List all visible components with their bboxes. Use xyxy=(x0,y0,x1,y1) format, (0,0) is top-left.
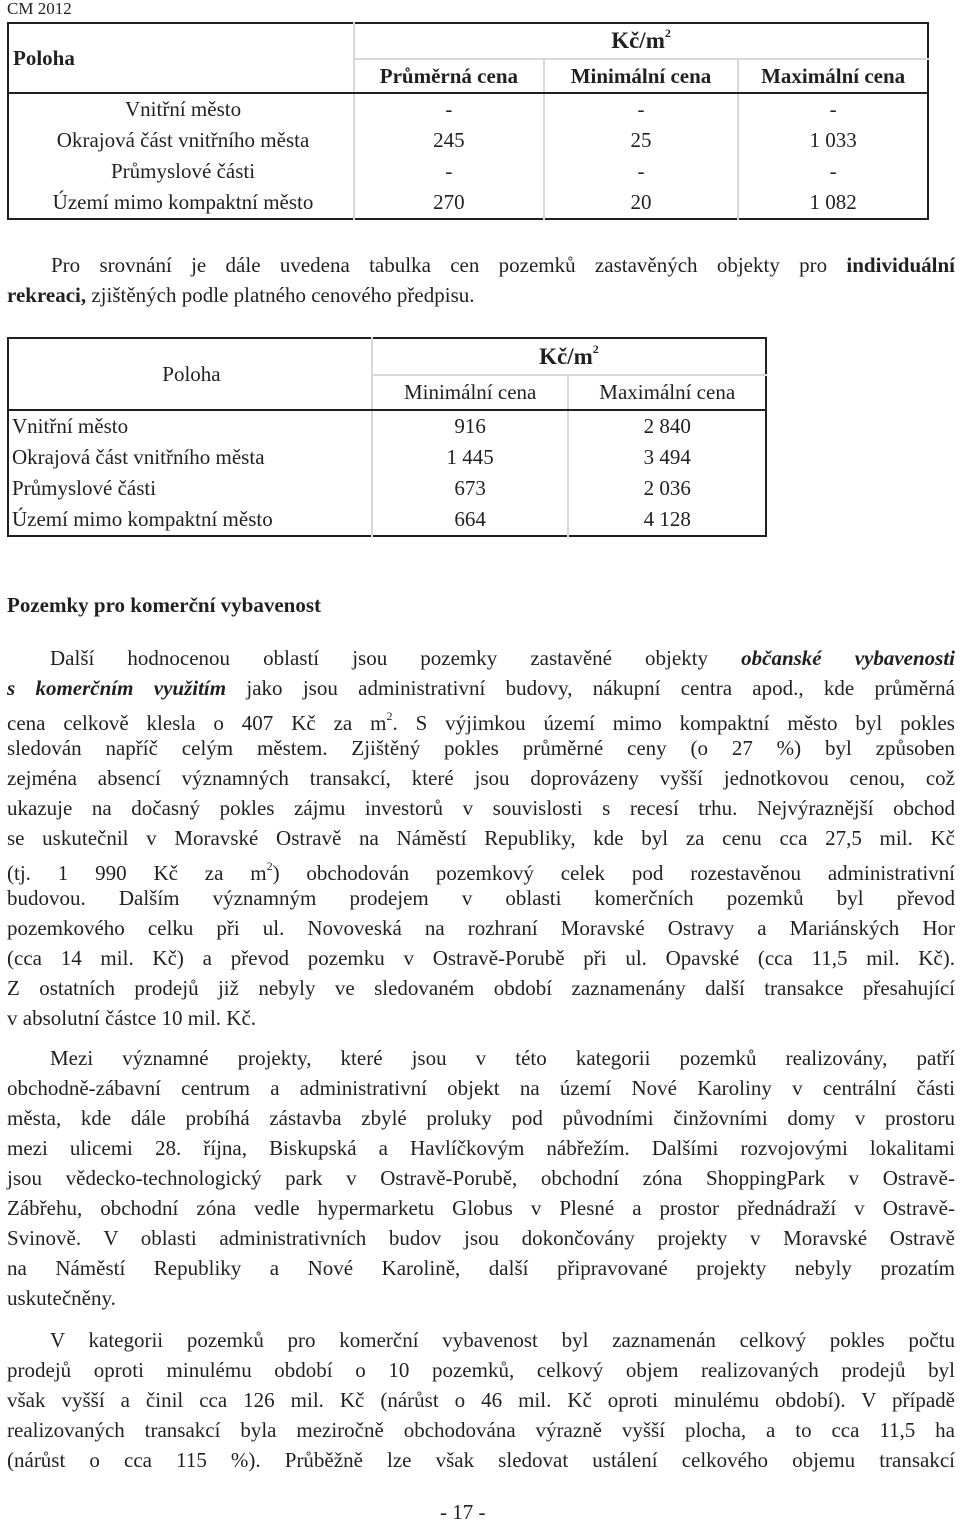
price-table-main xyxy=(7,22,929,220)
table-row xyxy=(8,473,766,504)
table-row xyxy=(8,187,928,219)
price-table-recreation xyxy=(7,337,767,537)
paragraph-commercial: Další hodnocenou oblastí jsou pozemky zastavěné objekty občanské vybavenosti s komerčním využitím jako jsou administrativní budovy, nákupní centra apod., kde průměrná cena celkově klesla o 407 Kč za $m^2$. S výjimkou území mimo kompaktní město byl pokles sledován napříč celým městem. Zjištěný pokles průměrné ceny (o 27 %) byl způsoben zejména absencí významných transakcí, které jsou doprovázeny vyšší jednotkovou cenou, což ukazuje na dočasný pokles zájmu investorů v souvislosti s recesí trhu. Nejvýraznější obchod se uskutečnil v Moravské Ostravě na Náměstí Republiky, kde byl za cenu cca 27,5 mil. Kč (tj. 1 990 Kč za $m^2$) obchodován pozemkový celek pod rozestavěnou administrativní budovou. Dalším významným prodejem v oblasti komerčních pozemků byl převod pozemkového celku při ul. Novoveská na rozhraní Moravské Ostravy a Mariánských Hor (cca 14 mil. Kč) a převod pozemku v Ostravě-Porubě při ul. Opavské (cca 11,5 mil. Kč). Z ostatních prodejů již nebyly ve sledovaném období zaznamenány další transakce přesahující v absolutní částce 10 mil. Kč. xyxy=(7,646,956,1030)
cell-max: 3 494 xyxy=(568,442,766,473)
cell-max: - xyxy=(738,93,928,125)
cell-avg: 245 xyxy=(354,125,544,156)
table-row xyxy=(8,93,928,125)
unit-header: $Kč/m^2$ xyxy=(354,23,928,59)
cell-min: - xyxy=(544,93,739,125)
cell-avg: 270 xyxy=(354,187,544,219)
table-row xyxy=(8,156,928,187)
cell-min: 25 xyxy=(544,125,739,156)
column-header-location: Poloha xyxy=(8,338,372,410)
intro-paragraph: Pro srovnání je dále uvedena tabulka cen pozemků zastavěných objekty pro individuální rekreaci, zjištěných podle platného cenového předpisu. xyxy=(7,253,955,307)
cell-min: 916 xyxy=(372,410,569,442)
cell-avg: - xyxy=(354,156,544,187)
cell-min: - xyxy=(544,156,739,187)
row-location: Vnitřní město xyxy=(12,414,129,438)
cell-max: 1 082 xyxy=(738,187,928,219)
paragraph-sales-summary: V kategorii pozemků pro komerční vybavenost byl zaznamenán celkový pokles počtu prodejů oproti minulému období o 10 pozemků, celkový objem realizovaných prodejů byl však vyšší a činil cca 126 mil. Kč (nárůst o 46 mil. Kč oproti minulému období). V případě realizovaných transakcí byla meziročně obchodována výrazně vyšší plocha, a to cca 11,5 ha (nárůst o cca 115 %). Průběžně lze však sledovat ustálení celkového objemu transakcí xyxy=(7,1328,955,1472)
row-location: Průmyslové části xyxy=(111,159,256,183)
cell-avg: - xyxy=(354,93,544,125)
cell-min: 1 445 xyxy=(372,442,569,473)
column-header-avg-price: Průměrná cena xyxy=(354,59,544,93)
table-row xyxy=(8,504,766,536)
unit-header: $Kč/m^2$ xyxy=(372,338,766,375)
cell-min: 673 xyxy=(372,473,569,504)
row-location: Okrajová část vnitřního města xyxy=(56,128,310,152)
cell-max: 2 840 xyxy=(568,410,766,442)
cell-min: 20 xyxy=(544,187,739,219)
cell-max: 1 033 xyxy=(738,125,928,156)
cell-max: - xyxy=(738,156,928,187)
column-header-max-price: Maximální cena xyxy=(568,375,766,410)
document-code: CM 2012 xyxy=(7,0,72,18)
column-header-min-price: Minimální cena xyxy=(544,59,739,93)
column-header-max-price: Maximální cena xyxy=(738,59,928,93)
cell-max: 4 128 xyxy=(568,504,766,536)
page-number: - 17 - xyxy=(440,1500,486,1524)
row-location: Území mimo kompaktní město xyxy=(12,507,273,531)
table-row xyxy=(8,442,766,473)
section-heading: Pozemky pro komerční vybavenost xyxy=(7,593,322,617)
cell-min: 664 xyxy=(372,504,569,536)
cell-max: 2 036 xyxy=(568,473,766,504)
paragraph-projects: Mezi významné projekty, které jsou v této kategorii pozemků realizovány, patří obchodně-zábavní centrum a administrativní objekt na území Nové Karoliny v centrální části města, kde dále probíhá zástavba zbylé proluky pod původními činžovními domy v prostoru mezi ulicemi 28. října, Biskupská a Havlíčkovým nábřežím. Dalšími rozvojovými lokalitami jsou vědecko-technologický park v Ostravě-Porubě, obchodní zóna ShoppingPark v Ostravě- Zábřehu, obchodní zóna vedle hypermarketu Globus v Plesné a prostor přednádraží v Ostravě- Svinově. V oblasti administrativních budov jsou dokončovány projekty v Moravské Ostravě na Náměstí Republiky a Nové Karolině, další připravované projekty nebyly prozatím uskutečněny. xyxy=(7,1046,955,1310)
row-location: Průmyslové části xyxy=(12,476,157,500)
table-row xyxy=(8,125,928,156)
column-header-location: Poloha xyxy=(8,23,354,93)
row-location: Okrajová část vnitřního města xyxy=(12,445,265,469)
column-header-min-price: Minimální cena xyxy=(372,375,569,410)
table-row xyxy=(8,410,766,442)
row-location: Území mimo kompaktní město xyxy=(52,190,314,214)
row-location: Vnitřní město xyxy=(125,97,242,121)
